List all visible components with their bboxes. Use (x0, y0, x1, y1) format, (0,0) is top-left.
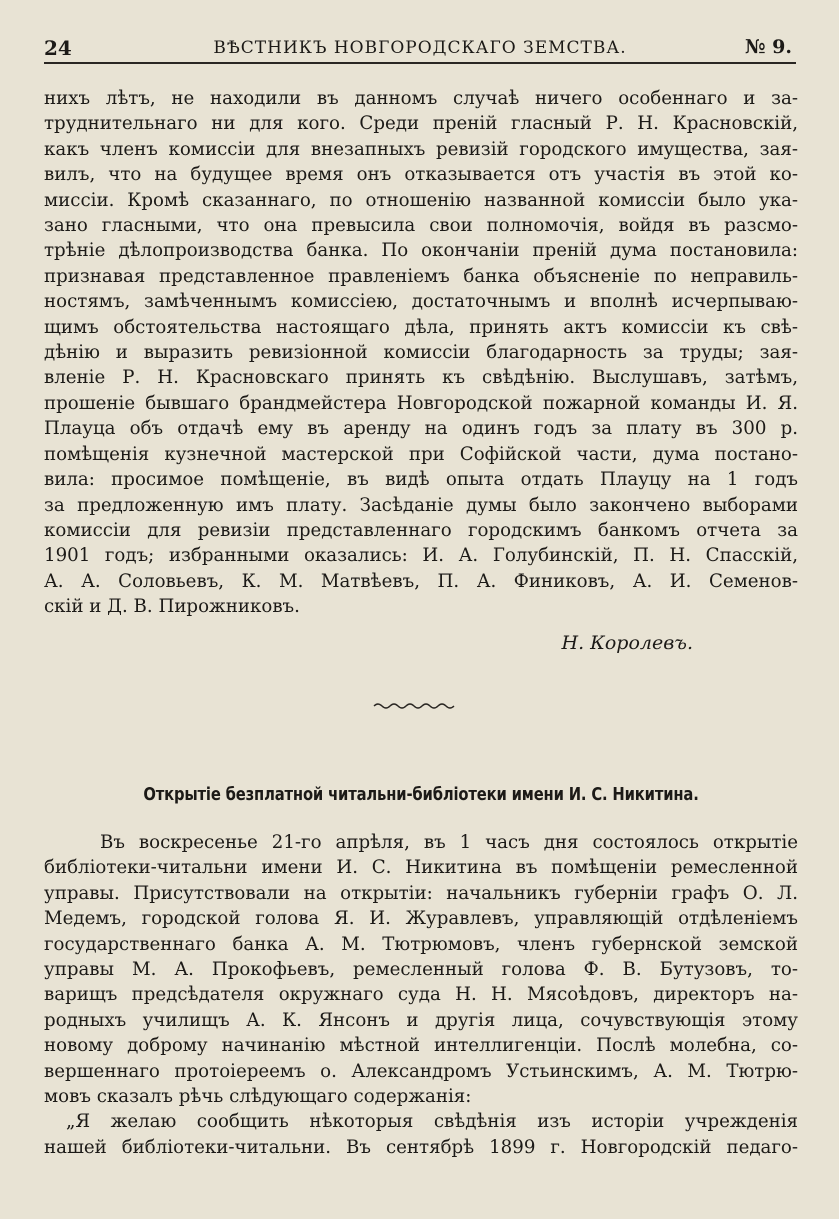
text-line: какъ членъ комиссіи для внезапныхъ ревизій городского имущества, зая- (44, 138, 798, 160)
text-line: вила: просимое помѣщеніе, въ видѣ опыта отдать Плауцу на 1 годъ (44, 469, 798, 491)
text-line: труднительнаго ни для кого. Среди преній гласный Р. Н. Красновскій, (44, 113, 798, 135)
text-line: нашей библіотеки-читальни. Въ сентябрѣ 1899 г. Новгородскій педаго- (44, 1136, 798, 1158)
text-line: помѣщенія кузнечной мастерской при Софійской части, дума постано- (44, 443, 798, 465)
running-header (44, 36, 796, 64)
text-line: вершеннаго протоіереемъ о. Александромъ Устьинскимъ, А. М. Тютрю- (44, 1060, 798, 1082)
text-line: новому доброму начинанію мѣстной интеллигенціи. Послѣ молебна, со- (44, 1035, 798, 1057)
text-line: трѣніе дѣлопроизводства банка. По окончаніи преній дума постановила: (44, 240, 798, 262)
text-line: нихъ лѣтъ, не находили въ данномъ случаѣ ничего особеннаго и за- (44, 88, 798, 109)
issue-number: № 9. (744, 36, 792, 58)
text-line: Медемъ, городской голова Я. И. Журавлевъ, управляющій отдѣленіемъ (44, 908, 798, 930)
text-line: варищъ предсѣдателя окружнаго суда Н. Н. Мясоѣдовъ, директоръ на- (44, 984, 798, 1006)
text-line: управы М. А. Прокофьевъ, ремесленный голова Ф. В. Бутузовъ, то- (44, 959, 798, 981)
text-line: щимъ обстоятельства настоящаго дѣла, принять актъ комиссіи къ свѣ- (44, 316, 798, 338)
text-line: признавая представленное правленіемъ банка объясненіе по неправиль- (44, 265, 798, 287)
text-line: миссіи. Кромѣ сказаннаго, по отношенію названной комиссіи было ука- (44, 189, 798, 211)
text-line: „Я желаю сообщить нѣкоторыя свѣдѣнія изъ исторіи учрежденія (66, 1111, 798, 1133)
section2-body (44, 830, 798, 1160)
text-line: вленіе Р. Н. Красновскаго принять къ свѣдѣнію. Выслушавъ, затѣмъ, (44, 367, 798, 389)
text-line: дѣнію и выразить ревизіонной комиссіи благодарность за труды; зая- (44, 342, 798, 364)
text-line: родныхъ училищъ А. К. Янсонъ и другія лица, сочувствующія этому (44, 1009, 798, 1031)
author-signature: Н. Королевъ. (561, 632, 693, 654)
text-line: 1901 годъ; избранными оказались: И. А. Голубинскій, П. Н. Спасскій, (44, 545, 798, 567)
section1-body (44, 86, 798, 620)
text-line: библіотеки-читальни имени И. С. Никитина въ помѣщеніи ремесленной (44, 857, 798, 879)
text-line: за предложенную имъ плату. Засѣданіе думы было закончено выборами (44, 494, 798, 516)
page-number: 24 (44, 36, 72, 60)
text-line: прошеніе бывшаго брандмейстера Новгородской пожарной команды И. Я. (44, 392, 798, 414)
article-title: Открытіе безплатной читальни-библіотеки имени И. С. Никитина. (143, 784, 699, 805)
text-line: государственнаго банка А. М. Тютрюмовъ, членъ губернской земской (44, 933, 798, 955)
wavy-divider-icon (372, 700, 460, 712)
text-line: комиссіи для ревизіи представленнаго городскимъ банкомъ отчета за (44, 519, 798, 541)
text-line: скій и Д. В. Пирожниковъ. (44, 596, 300, 618)
text-line: ностямъ, замѣченнымъ комиссіею, достаточнымъ и вполнѣ исчерпываю- (44, 291, 798, 313)
text-line: управы. Присутствовали на открытіи: начальникъ губерніи графъ О. Л. (44, 882, 798, 904)
text-line: А. А. Соловьевъ, К. М. Матвѣевъ, П. А. Финиковъ, А. И. Семенов- (44, 570, 798, 592)
text-line: вилъ, что на будущее время онъ отказывается отъ участія въ этой ко- (44, 164, 798, 186)
text-line: Плауца объ отдачѣ ему въ аренду на одинъ годъ за плату въ 300 р. (44, 418, 798, 440)
text-line: мовъ сказалъ рѣчь слѣдующаго содержанія: (44, 1086, 472, 1108)
text-line: Въ воскресенье 21-го апрѣля, въ 1 часъ дня состоялось открытіе (100, 832, 798, 853)
journal-title: ВѢСТНИКЪ НОВГОРОДСКАГО ЗЕМСТВА. (213, 38, 627, 58)
text-line: зано гласными, что она превысила свои полномочія, войдя въ разсмо- (44, 215, 798, 237)
